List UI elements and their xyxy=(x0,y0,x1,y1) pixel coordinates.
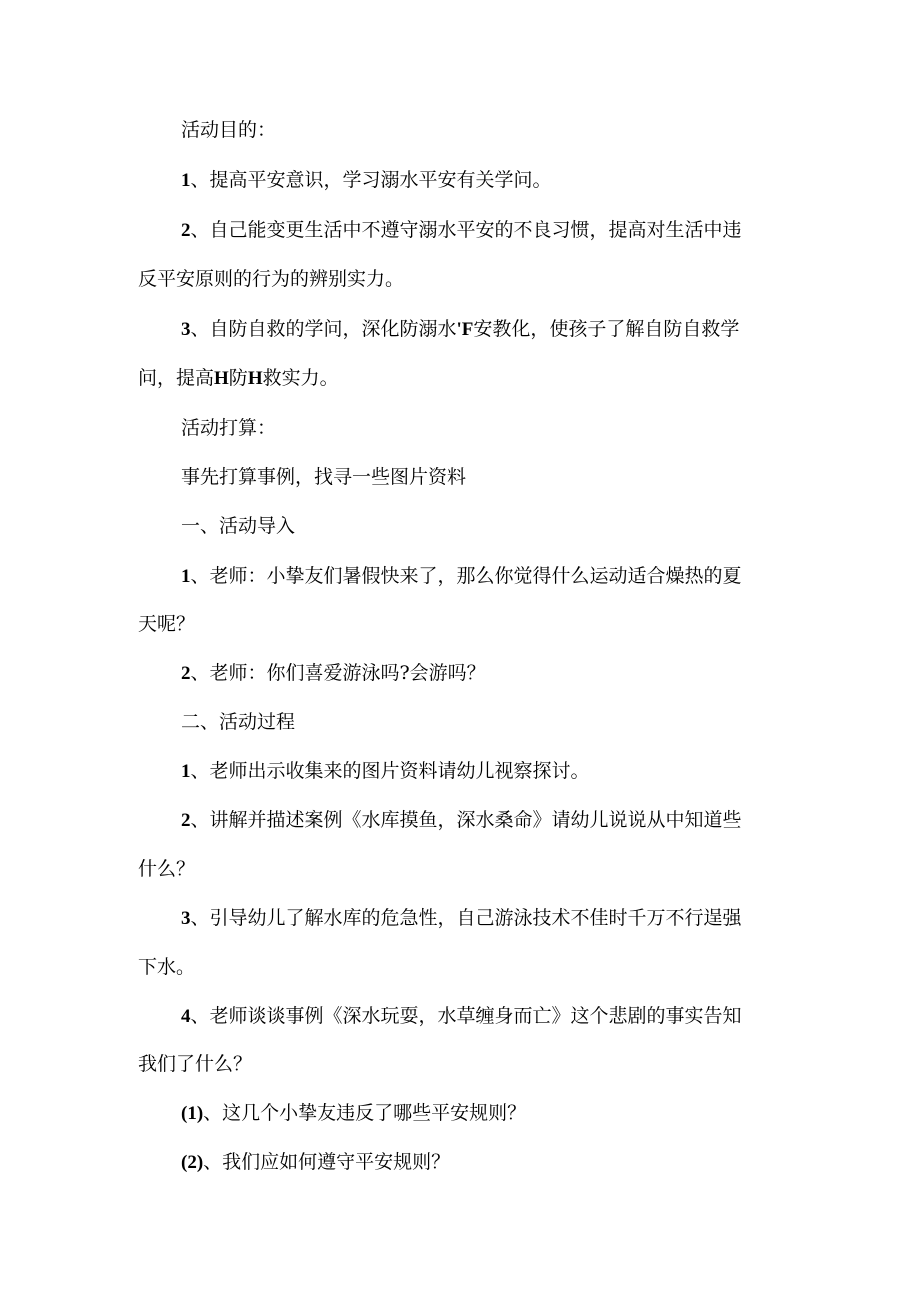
intro-1-line-2 xyxy=(138,612,195,636)
proc-2-number: 2 xyxy=(181,810,191,831)
goal-2-number: 2 xyxy=(181,220,191,241)
proc-2-line-1 xyxy=(181,808,742,833)
section-1-heading xyxy=(181,514,295,538)
intro-1-line-1 xyxy=(181,564,742,589)
proc-3-text-line-2: 下水。 xyxy=(138,956,196,978)
goal-2-line-2 xyxy=(138,267,404,291)
sub-item-1 xyxy=(181,1101,526,1126)
sub-item-2 xyxy=(181,1150,450,1175)
section-1-heading-text: 一、活动导入 xyxy=(181,515,296,537)
proc-2-line-2 xyxy=(138,857,195,881)
proc-2-text-line-1: 、讲解并描述案例《水库摸鱼，深水桑命》请幼儿说说从中知道些 xyxy=(190,809,742,831)
goal-2-line-1 xyxy=(181,218,742,243)
proc-1 xyxy=(181,759,590,784)
section-2-heading xyxy=(181,710,295,734)
proc-4-number: 4 xyxy=(181,1006,191,1027)
intro-2 xyxy=(181,661,486,686)
goal-3-text-line-2d: H xyxy=(247,368,263,389)
proc-3-text-line-1: 、引导幼儿了解水库的危急性，自己游泳技术不佳时千万不行逞强 xyxy=(190,907,742,929)
goal-3-text-line-1c: 安教化，使孩子了解自防自救学 xyxy=(473,318,740,340)
proc-3-number: 3 xyxy=(181,908,191,929)
proc-3-line-2 xyxy=(138,955,195,979)
goal-3-line-2 xyxy=(138,366,339,391)
intro-2-text: 、老师：你们喜爱游泳吗?会游吗？ xyxy=(190,662,486,684)
goal-3-text-line-2b: H xyxy=(214,368,229,389)
intro-1-text-line-2: 天呢？ xyxy=(138,613,196,635)
goal-3-number: 3 xyxy=(181,319,191,340)
proc-4-text-line-1: 、老师谈谈事例《深水玩耍，水草缠身而亡》这个悲剧的事实告知 xyxy=(190,1005,742,1027)
goal-3-text-line-1a: 、自防自救的学问，深化防溺水 xyxy=(190,318,457,340)
proc-2-text-line-2: 什么？ xyxy=(138,858,196,880)
goal-3-text-line-2a: 问，提高 xyxy=(138,367,215,389)
proc-1-number: 1 xyxy=(181,761,191,782)
sub-item-2-number: (2) xyxy=(181,1152,204,1173)
intro-1-text-line-1: 、老师：小挚友们暑假快来了，那么你觉得什么运动适合燥热的夏 xyxy=(190,565,742,587)
intro-2-number: 2 xyxy=(181,663,191,684)
goal-1-number: 1 xyxy=(181,170,191,191)
goal-1-text: 、提高平安意识，学习溺水平安有关学问。 xyxy=(190,169,552,191)
prep-text-content: 事先打算事例，找寻一些图片资料 xyxy=(181,466,467,488)
goal-2-text-line-2: 反平安原则的行为的辨别实力。 xyxy=(138,268,405,290)
prep-text xyxy=(181,465,466,489)
goal-1 xyxy=(181,168,552,193)
sub-item-1-text: 、这几个小挚友违反了哪些平安规则？ xyxy=(203,1102,527,1124)
intro-1-number: 1 xyxy=(181,566,191,587)
prep-heading-text: 活动打算： xyxy=(181,417,277,439)
proc-1-text: 、老师出示收集来的图片资料请幼儿视察探讨。 xyxy=(190,760,590,782)
proc-4-text-line-2: 我们了什么？ xyxy=(138,1053,253,1075)
section-2-heading-text: 二、活动过程 xyxy=(181,711,296,733)
proc-4-line-2 xyxy=(138,1052,252,1076)
proc-4-line-1 xyxy=(181,1004,742,1029)
proc-3-line-1 xyxy=(181,906,742,931)
purpose-heading-text: 活动目的： xyxy=(181,119,277,141)
goal-3-text-line-2c: 防 xyxy=(228,367,248,389)
purpose-heading xyxy=(181,118,276,142)
prep-heading xyxy=(181,416,276,440)
goal-3-text-line-2e: 救实力。 xyxy=(262,367,339,389)
sub-item-2-text: 、我们应如何遵守平安规则？ xyxy=(203,1151,451,1173)
goal-3-line-1 xyxy=(181,317,739,342)
sub-item-1-number: (1) xyxy=(181,1103,204,1124)
goal-3-text-line-1b: 'F xyxy=(456,319,474,340)
goal-2-text-line-1: 、自己能变更生活中不遵守溺水平安的不良习惯，提高对生活中违 xyxy=(190,219,742,241)
